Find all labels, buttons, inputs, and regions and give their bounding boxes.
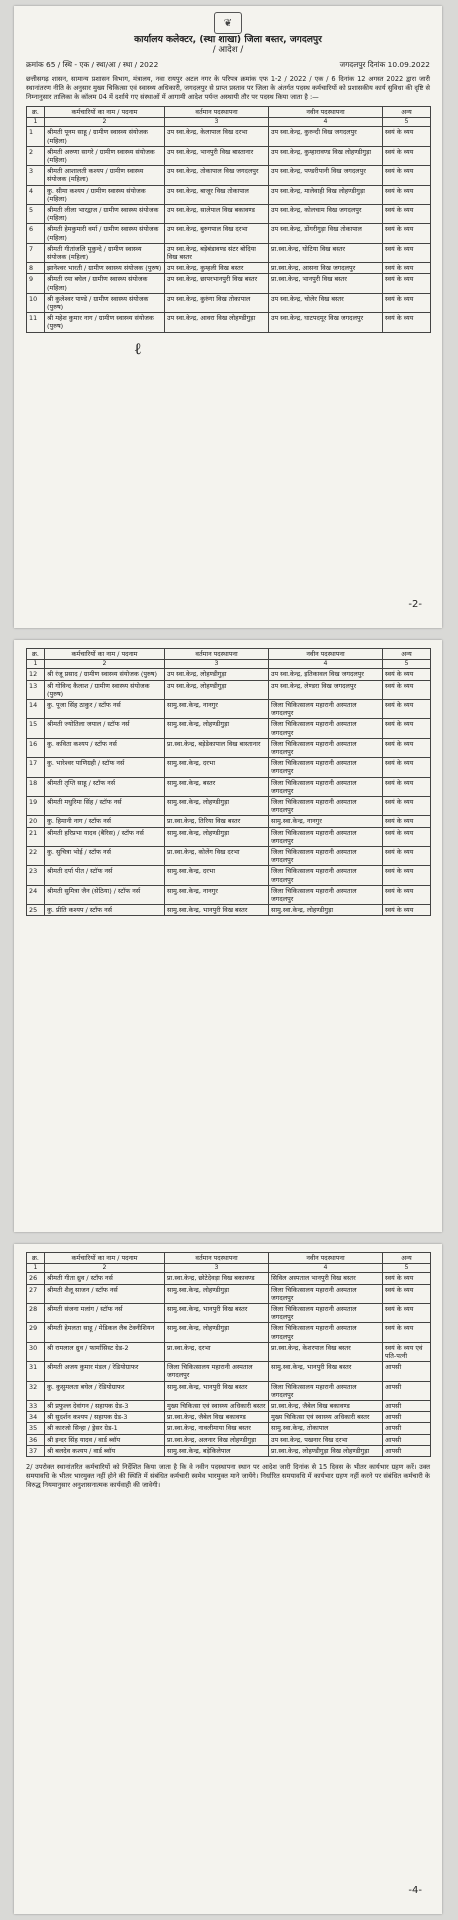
employee-name-cell: झानेश्वर भारती / ग्रामीण स्वास्थ्य संयोजक (पुरुष) [45, 263, 165, 274]
employee-name-cell: कु. हिमानी नाग / स्टॉफ नर्स [45, 816, 165, 827]
employee-name-cell: श्रीमती तृप्ति साहू / स्टॉफ नर्स [45, 777, 165, 796]
employee-name-cell: श्रीमती रमा बघेल / ग्रामीण स्वास्थ्य संयोजक (महिला) [45, 274, 165, 293]
serial-cell: 20 [27, 816, 45, 827]
current-posting-cell: प्रा.स्वा.केन्द्र, दरभा [165, 1342, 269, 1361]
current-posting-cell: उप स्वा.केन्द्र, कुम्हली विख बस्तर [165, 263, 269, 274]
new-posting-cell: प्रा.स्वा.केन्द्र, आसना विख जगदलपुर [269, 263, 383, 274]
serial-cell: 27 [27, 1284, 45, 1303]
new-posting-cell: उप स्वा.केन्द्र, पण्डरीपानी विख जगदलपुर [269, 166, 383, 185]
current-posting-cell: प्रा.स्वा.केन्द्र, तिरिया विख बस्तर [165, 816, 269, 827]
new-posting-cell: उप स्वा.केन्द्र, घाटपदमूर विख जगदलपुर [269, 313, 383, 332]
table-row [27, 758, 431, 777]
new-posting-cell: जिला चिकित्सालय महारानी अस्पताल जगदलपुर [269, 827, 383, 846]
header-current-posting: वर्तमान पदस्थापना [165, 107, 269, 118]
employee-name-cell: श्रीमती आशालती कश्यप / ग्रामीण स्वास्थ्य संयोजक (महिला) [45, 166, 165, 185]
table-row [27, 293, 431, 312]
column-number: 1 [27, 660, 45, 669]
employee-name-cell: श्री इन्दर सिंह यादव / वार्ड ब्वॉय [45, 1434, 165, 1445]
serial-cell: 2 [27, 146, 45, 165]
column-number: 1 [27, 118, 45, 127]
new-posting-cell: सामु.स्वा.केन्द्र, भानपुरी विख बस्तर [269, 1362, 383, 1381]
new-posting-cell: जिला चिकित्सालय महारानी अस्पताल जगदलपुर [269, 719, 383, 738]
serial-cell: 32 [27, 1381, 45, 1400]
employee-name-cell: श्री सुदर्शन कश्यप / सहायक ग्रेड-3 [45, 1412, 165, 1423]
new-posting-cell: उप स्वा.केन्द्र, कोलचाम विख जगदलपुर [269, 205, 383, 224]
serial-cell: 30 [27, 1342, 45, 1361]
new-posting-cell: जिला चिकित्सालय महारानी अस्पताल जगदलपुर [269, 797, 383, 816]
employee-name-cell: श्रीमती गीतांजलि मुकुन्दे / ग्रामीण स्वास्थ्य संयोजक (महिला) [45, 243, 165, 262]
current-posting-cell: प्रा.स्वा.केन्द्र, जैबेल विख बकावण्ड [165, 1412, 269, 1423]
table-header-row [27, 649, 431, 660]
current-posting-cell: सामु.स्वा.केन्द्र, भानपुरी विख बस्तर [165, 1304, 269, 1323]
table-row [27, 777, 431, 796]
remarks-cell: स्वयं के व्यय [383, 777, 431, 796]
employee-name-cell: श्रीमती शैलू साजन / स्टॉफ नर्स [45, 1284, 165, 1303]
current-posting-cell: उप स्वा.केन्द्र, भानपुरी विख बास्तानार [165, 146, 269, 165]
current-posting-cell: उप स्वा.केन्द्र, बड़ेबंडावण्ड संटर बोदिया विख बस्तर [165, 243, 269, 262]
header-name: कर्मचारियों का नाम / पदनाम [45, 649, 165, 660]
remarks-cell: आपसी [383, 1423, 431, 1434]
table-header-row [27, 107, 431, 118]
column-number: 3 [165, 118, 269, 127]
remarks-cell: स्वयं के व्यय [383, 680, 431, 699]
remarks-cell: स्वयं के व्यय [383, 1304, 431, 1323]
table-row [27, 866, 431, 885]
new-posting-cell: उप स्वा.केन्द्र, पखनार विख दरभा [269, 1434, 383, 1445]
remarks-cell: स्वयं के व्यय [383, 866, 431, 885]
new-posting-cell: जिला चिकित्सालय महारानी अस्पताल जगदलपुर [269, 758, 383, 777]
header-serial: क्र. [27, 1253, 45, 1264]
serial-cell: 10 [27, 293, 45, 312]
remarks-cell: स्वयं के व्यय [383, 669, 431, 680]
serial-cell: 36 [27, 1434, 45, 1445]
remarks-cell: स्वयं के व्यय [383, 1323, 431, 1342]
remarks-cell: स्वयं के व्यय [383, 797, 431, 816]
table-row [27, 1412, 431, 1423]
employee-name-cell: कु. कविता कश्यप / स्टॉफ नर्स [45, 738, 165, 757]
remarks-cell: स्वयं के व्यय [383, 885, 431, 904]
new-posting-cell: उप स्वा.केन्द्र, कुम्हारावण्ड विख लोहण्डीगुड़ा [269, 146, 383, 165]
header-serial: क्र. [27, 649, 45, 660]
serial-cell: 35 [27, 1423, 45, 1434]
serial-cell: 22 [27, 847, 45, 866]
new-posting-cell: प्रा.स्वा.केन्द्र, केशरपाल विख बस्तर [269, 1342, 383, 1361]
remarks-cell: स्वयं के व्यय [383, 293, 431, 312]
employee-name-cell: श्री प्रफुल्ल देवांगन / सहायक ग्रेड-3 [45, 1401, 165, 1412]
table-row [27, 1284, 431, 1303]
new-posting-cell: मुख्य चिकित्सा एवं स्वास्थ्य अधिकारी बस्तर [269, 1412, 383, 1423]
table-row [27, 797, 431, 816]
employee-name-cell: श्रीमती अजय कुमार मंडल / रेडियोग्राफर [45, 1362, 165, 1381]
remarks-cell: स्वयं के व्यय [383, 166, 431, 185]
remarks-cell: स्वयं के व्यय [383, 738, 431, 757]
serial-cell: 17 [27, 758, 45, 777]
new-posting-cell: उप स्वा.केन्द्र, डोंगरीगुड़ा विख तोकापाल [269, 224, 383, 243]
serial-cell: 16 [27, 738, 45, 757]
serial-cell: 1 [27, 127, 45, 146]
header-other: अन्य [383, 649, 431, 660]
remarks-cell: स्वयं के व्यय [383, 827, 431, 846]
current-posting-cell: सामु.स्वा.केन्द्र, नानगुर [165, 700, 269, 719]
table-row [27, 719, 431, 738]
new-posting-cell: सामु.स्वा.केन्द्र, नानगुर [269, 816, 383, 827]
employee-name-cell: कु. सुचित्रा भोई / स्टॉफ नर्स [45, 847, 165, 866]
remarks-cell: स्वयं के व्यय [383, 127, 431, 146]
serial-cell: 24 [27, 885, 45, 904]
employee-name-cell: श्रीमती हेमकुमारी वर्मा / ग्रामीण स्वास्थ्य संयोजक (महिला) [45, 224, 165, 243]
serial-cell: 4 [27, 185, 45, 204]
office-heading: कार्यालय कलेक्टर, (स्था शाखा) जिला बस्तर, जगदलपुर [134, 34, 322, 45]
header-other: अन्य [383, 1253, 431, 1264]
remarks-cell: स्वयं के व्यय [383, 758, 431, 777]
new-posting-cell: जिला चिकित्सालय महारानी अस्पताल जगदलपुर [269, 1304, 383, 1323]
employee-name-cell: कु. कुसुमलता बघेल / रेडियोग्राफर [45, 1381, 165, 1400]
current-posting-cell: सामु.स्वा.केन्द्र, लोहण्डीगुड़ा [165, 797, 269, 816]
current-posting-cell: उप स्वा.केन्द्र, केलापाल विख दरभा [165, 127, 269, 146]
table-body [27, 127, 431, 332]
remarks-cell: स्वयं के व्यय [383, 1284, 431, 1303]
column-number: 5 [383, 1264, 431, 1273]
table-row [27, 1362, 431, 1381]
reference-number: क्रमांक 65 / स्थि - एक / स्था/आ / स्था / 2022 [26, 60, 159, 69]
serial-cell: 18 [27, 777, 45, 796]
new-posting-cell: जिला चिकित्सालय महारानी अस्पताल जगदलपुर [269, 700, 383, 719]
table-row [27, 263, 431, 274]
new-posting-cell: जिला चिकित्सालय महारानी अस्पताल जगदलपुर [269, 1323, 383, 1342]
table-row [27, 1304, 431, 1323]
current-posting-cell: उप स्वा.केन्द्र, सालेपाल विख बकावण्ड [165, 205, 269, 224]
remarks-cell: स्वयं के व्यय [383, 313, 431, 332]
employee-name-cell: श्रीमती लीला भारद्वाज / ग्रामीण स्वास्थ्य संयोजक (महिला) [45, 205, 165, 224]
remarks-cell: स्वयं के व्यय [383, 205, 431, 224]
new-posting-cell: उप स्वा.केन्द्र, कुरुन्दी विख जगदलपुर [269, 127, 383, 146]
employee-name-cell: श्री महेश कुमार नाग / ग्रामीण स्वास्थ्य संयोजक (पुरुष) [45, 313, 165, 332]
new-posting-cell: प्रा.स्वा.केन्द्र, लोहण्डीगुड़ा विख लोहण्डीगुड़ा [269, 1445, 383, 1456]
remarks-cell: स्वयं के व्यय [383, 243, 431, 262]
new-posting-cell: जिला चिकित्सालय महारानी अस्पताल जगदलपुर [269, 777, 383, 796]
serial-cell: 9 [27, 274, 45, 293]
current-posting-cell: प्रा.स्वा.केन्द्र, कोलेंग विख दरभा [165, 847, 269, 866]
employee-name-cell: श्रीमती अरुणा सागरे / ग्रामीण स्वास्थ्य संयोजक (महिला) [45, 146, 165, 165]
new-posting-cell: जिला चिकित्सालय महारानी अस्पताल जगदलपुर [269, 847, 383, 866]
serial-cell: 31 [27, 1362, 45, 1381]
table-row [27, 1342, 431, 1361]
new-posting-cell: सामु.स्वा.केन्द्र, लोहण्डीगुड़ा [269, 905, 383, 916]
new-posting-cell: प्रा.स्वा.केन्द्र, घोटिया विख बस्तर [269, 243, 383, 262]
new-posting-cell: उप स्वा.केन्द्र, मालेवाही विख लोहण्डीगुड़ा [269, 185, 383, 204]
remarks-cell: आपसी [383, 1381, 431, 1400]
table-body [27, 1273, 431, 1457]
new-posting-cell: सिविल अस्पताल भानपुरी विख बस्तर [269, 1273, 383, 1284]
table-row [27, 166, 431, 185]
employee-name-cell: श्रीमती ज्योतिला जयाल / स्टॉफ नर्स [45, 719, 165, 738]
signature: ℓ [134, 338, 142, 358]
table-row [27, 669, 431, 680]
current-posting-cell: सामु.स्वा.केन्द्र, भानपुरी विख बस्तर [165, 905, 269, 916]
employee-name-cell: श्रीमती सुमित्रा जैन (सेठिया) / स्टॉफ नर्स [45, 885, 165, 904]
table-row [27, 1273, 431, 1284]
table-row [27, 146, 431, 165]
column-number: 2 [45, 1264, 165, 1273]
current-posting-cell: सामु.स्वा.केन्द्र, लोहण्डीगुड़ा [165, 827, 269, 846]
header-name: कर्मचारियों का नाम / पदनाम [45, 1253, 165, 1264]
current-posting-cell: प्रा.स्वा.केन्द्र, नावलीमाया विख बस्तर [165, 1423, 269, 1434]
header-new-posting: नवीन पदस्थापना [269, 107, 383, 118]
current-posting-cell: मुख्य चिकित्सा एवं स्वास्थ्य अधिकारी बस्तर [165, 1401, 269, 1412]
page-number: -2- [408, 599, 422, 610]
current-posting-cell: सामु.स्वा.केन्द्र, नानगुर [165, 885, 269, 904]
table-row [27, 224, 431, 243]
column-number: 4 [269, 1264, 383, 1273]
new-posting-cell: जिला चिकित्सालय महारानी अस्पताल जगदलपुर [269, 1381, 383, 1400]
new-posting-cell: सामु.स्वा.केन्द्र, तोकापाल [269, 1423, 383, 1434]
serial-cell: 26 [27, 1273, 45, 1284]
employee-name-cell: श्री रामलाल ध्रुव / फार्मासिस्ट ग्रेड-2 [45, 1342, 165, 1361]
remarks-cell: स्वयं के व्यय एवं पति-पत्नी [383, 1342, 431, 1361]
remarks-cell: स्वयं के व्यय [383, 700, 431, 719]
table-row [27, 680, 431, 699]
remarks-cell: स्वयं के व्यय [383, 274, 431, 293]
employee-name-cell: कु. भारेश्वर पाणिग्रही / स्टॉफ नर्स [45, 758, 165, 777]
current-posting-cell: उप स्वा.केन्द्र, छापरभानपुरी विख बस्तर [165, 274, 269, 293]
table-row [27, 827, 431, 846]
remarks-cell: स्वयं के व्यय [383, 719, 431, 738]
employee-name-cell: श्रीमती पूनम साहू / ग्रामीण स्वास्थ्य संयोजक (महिला) [45, 127, 165, 146]
current-posting-cell: सामु.स्वा.केन्द्र, दरभा [165, 866, 269, 885]
table-row [27, 1401, 431, 1412]
column-number-row [27, 660, 431, 669]
serial-cell: 28 [27, 1304, 45, 1323]
employee-name-cell: कु. प्रीति कश्यप / स्टॉफ नर्स [45, 905, 165, 916]
remarks-cell: स्वयं के व्यय [383, 816, 431, 827]
serial-cell: 33 [27, 1401, 45, 1412]
column-number: 2 [45, 660, 165, 669]
column-number: 4 [269, 660, 383, 669]
remarks-cell: स्वयं के व्यय [383, 905, 431, 916]
remarks-cell: आपसी [383, 1445, 431, 1456]
new-posting-cell: उप स्वा.केन्द्र, चोलेर विख बस्तर [269, 293, 383, 312]
table-row [27, 274, 431, 293]
current-posting-cell: प्रा.स्वा.केन्द्र, छोटेदेवड़ा विख बकावण्ड [165, 1273, 269, 1284]
table-row [27, 700, 431, 719]
employee-name-cell: श्री रंजू प्रसाद / ग्रामीण स्वास्थ्य संयोजक (पुरुष) [45, 669, 165, 680]
column-number: 3 [165, 660, 269, 669]
new-posting-cell: उप स्वा.केन्द्र, इतिकावल विख जगदलपुर [269, 669, 383, 680]
serial-cell: 34 [27, 1412, 45, 1423]
document-page-3 [14, 1244, 442, 1914]
employee-name-cell: श्रीमती गीता ध्रुव / स्टॉफ नर्स [45, 1273, 165, 1284]
transfer-table-page-3 [26, 1252, 431, 1457]
employee-name-cell: श्रीमती दर्पा पीत / स्टॉफ नर्स [45, 866, 165, 885]
serial-cell: 8 [27, 263, 45, 274]
serial-cell: 23 [27, 866, 45, 885]
table-body [27, 669, 431, 916]
employee-name-cell: श्रीमती मधुरिमा सिंह / स्टॉफ नर्स [45, 797, 165, 816]
current-posting-cell: उप स्वा.केन्द्र, बाजूर विख तोकापाल [165, 185, 269, 204]
new-posting-cell: जिला चिकित्सालय महारानी अस्पताल जगदलपुर [269, 1284, 383, 1303]
remarks-cell: स्वयं के व्यय [383, 263, 431, 274]
column-number-row [27, 118, 431, 127]
serial-cell: 7 [27, 243, 45, 262]
table-row [27, 243, 431, 262]
page-number: -4- [408, 1885, 422, 1896]
current-posting-cell: प्रा.स्वा.केन्द्र, अलनार विख लोहण्डीगुड़ा [165, 1434, 269, 1445]
table-row [27, 738, 431, 757]
employee-name-cell: कु. सीमा कश्यप / ग्रामीण स्वास्थ्य संयोजक (महिला) [45, 185, 165, 204]
employee-name-cell: कु. पूजा सिंह ठाकुर / स्टॉफ नर्स [45, 700, 165, 719]
serial-cell: 5 [27, 205, 45, 224]
column-number: 5 [383, 660, 431, 669]
serial-cell: 37 [27, 1445, 45, 1456]
current-posting-cell: उप स्वा.केन्द्र, लोहण्डीगुड़ा [165, 669, 269, 680]
remarks-cell: स्वयं के व्यय [383, 847, 431, 866]
current-posting-cell: उप स्वा.केन्द्र, आवरा विख लोहण्डीगुड़ा [165, 313, 269, 332]
current-posting-cell: उप स्वा.केन्द्र, बुरुगपाल विख दरभा [165, 224, 269, 243]
current-posting-cell: उप स्वा.केन्द्र, तोकापाल विख जगदलपुर [165, 166, 269, 185]
table-row [27, 905, 431, 916]
current-posting-cell: सामु.स्वा.केन्द्र, लोहण्डीगुड़ा [165, 1323, 269, 1342]
table-row [27, 127, 431, 146]
table-row [27, 1381, 431, 1400]
new-posting-cell: प्रा.स्वा.केन्द्र, भानपुरी विख बस्तर [269, 274, 383, 293]
current-posting-cell: सामु.स्वा.केन्द्र, लोहण्डीगुड़ा [165, 1284, 269, 1303]
reference-row [26, 60, 430, 70]
document-page-2 [14, 640, 442, 1232]
serial-cell: 12 [27, 669, 45, 680]
serial-cell: 21 [27, 827, 45, 846]
column-number: 3 [165, 1264, 269, 1273]
employee-name-cell: श्री कारजो सिन्हा / ड्रेसर ग्रेड-1 [45, 1423, 165, 1434]
employee-name-cell: श्रीमती हेमलता साहू / मेडिकल लैब टेक्नीशियन [45, 1323, 165, 1342]
column-number: 1 [27, 1264, 45, 1273]
current-posting-cell: उप स्वा.केन्द्र, लोहण्डीगुड़ा [165, 680, 269, 699]
government-emblem-icon: ❦ [214, 12, 242, 34]
current-posting-cell: सामु.स्वा.केन्द्र, बड़ेकिलेपाल [165, 1445, 269, 1456]
table-row [27, 313, 431, 332]
table-row [27, 885, 431, 904]
current-posting-cell: उप स्वा.केन्द्र, कुरुंगा विख तोकापाल [165, 293, 269, 312]
table-row [27, 1434, 431, 1445]
table-row [27, 185, 431, 204]
order-title: / आदेश / [212, 45, 244, 55]
remarks-cell: आपसी [383, 1434, 431, 1445]
employee-name-cell: श्री बलदेव कश्यप / वार्ड ब्वॉय [45, 1445, 165, 1456]
table-row [27, 1323, 431, 1342]
document-page-1 [14, 6, 442, 628]
serial-cell: 29 [27, 1323, 45, 1342]
serial-cell: 3 [27, 166, 45, 185]
current-posting-cell: सामु.स्वा.केन्द्र, बस्तर [165, 777, 269, 796]
instruction-paragraph: 2/ उपरोक्त स्थानांतरित कर्मचारियों को निर्देशित किया जाता है कि वे नवीन पदस्थापना स्थान पर आदेश जारी दिनांक से 15 दिवस के भीतर कार्यभार ग्रहण करें। उक्त समयावधि के भीतर भारमुक्त नहीं होने की स्थिति में संबंधित कर्मचारी स्वमेव भारमुक्त माने जायेंगे। निर्धारित समयावधि में कार्यभार ग्रहण नहीं करने पर संबंधित कर्मचारी के विरुद्ध नियमानुसार अनुशासनात्मक कार्यवाही की जावेगी। [26, 1463, 430, 1490]
table-row [27, 847, 431, 866]
serial-cell: 11 [27, 313, 45, 332]
column-number-row [27, 1264, 431, 1273]
remarks-cell: स्वयं के व्यय [383, 1273, 431, 1284]
employee-name-cell: श्रीमती हरिप्रभा यादव (बैरिस) / स्टॉफ नर्स [45, 827, 165, 846]
remarks-cell: आपसी [383, 1412, 431, 1423]
table-row [27, 816, 431, 827]
employee-name-cell: श्री कुलेश्वर पाण्डे / ग्रामीण स्वास्थ्य संयोजक (पुरुष) [45, 293, 165, 312]
column-number: 2 [45, 118, 165, 127]
serial-cell: 15 [27, 719, 45, 738]
serial-cell: 13 [27, 680, 45, 699]
order-paragraph: छत्तीसगढ़ शासन, सामान्य प्रशासन विभाग, मंत्रालय, नवा रायपुर अटल नगर के परिपत्र क्रमांक एफ 1-2 / 2022 / एक / 6 दिनांक 12 अगस्त 2022 द्वारा जारी स्थानांतरण नीति के अनुसार मुख्य चिकित्सा एवं स्वास्थ्य अधिकारी, जगदलपुर से प्राप्त प्रस्ताव पर जिला के अंतर्गत पदस्थ कर्मचारियों को प्रशासकीय कार्य सुविधा की दृष्टि से निम्नानुसार तालिका के कॉलम 04 में दर्शाये गए संस्थाओं में आगामी आदेश पर्यन्त अस्थायी तौर पर पदस्थ किया जाता है :— [26, 75, 430, 101]
serial-cell: 25 [27, 905, 45, 916]
header-current-posting: वर्तमान पदस्थापना [165, 1253, 269, 1264]
new-posting-cell: उप स्वा.केन्द्र, लेण्डरा विख जगदलपुर [269, 680, 383, 699]
remarks-cell: आपसी [383, 1401, 431, 1412]
new-posting-cell: जिला चिकित्सालय महारानी अस्पताल जगदलपुर [269, 738, 383, 757]
header-serial: क्र. [27, 107, 45, 118]
employee-name-cell: श्रीमती संजना मलांग / स्टॉफ नर्स [45, 1304, 165, 1323]
current-posting-cell: सामु.स्वा.केन्द्र, दरभा [165, 758, 269, 777]
table-row [27, 205, 431, 224]
new-posting-cell: जिला चिकित्सालय महारानी अस्पताल जगदलपुर [269, 866, 383, 885]
serial-cell: 19 [27, 797, 45, 816]
transfer-table-page-2 [26, 648, 431, 916]
header-new-posting: नवीन पदस्थापना [269, 1253, 383, 1264]
header-other: अन्य [383, 107, 431, 118]
table-row [27, 1445, 431, 1456]
new-posting-cell: प्रा.स्वा.केन्द्र, जैबेल विख बकावण्ड [269, 1401, 383, 1412]
table-header-row [27, 1253, 431, 1264]
remarks-cell: स्वयं के व्यय [383, 224, 431, 243]
remarks-cell: आपसी [383, 1362, 431, 1381]
table-row [27, 1423, 431, 1434]
new-posting-cell: जिला चिकित्सालय महारानी अस्पताल जगदलपुर [269, 885, 383, 904]
remarks-cell: स्वयं के व्यय [383, 185, 431, 204]
remarks-cell: स्वयं के व्यय [383, 146, 431, 165]
serial-cell: 14 [27, 700, 45, 719]
column-number: 4 [269, 118, 383, 127]
transfer-table-page-1 [26, 106, 431, 333]
serial-cell: 6 [27, 224, 45, 243]
current-posting-cell: सामु.स्वा.केन्द्र, भानपुरी विख बस्तर [165, 1381, 269, 1400]
header-current-posting: वर्तमान पदस्थापना [165, 649, 269, 660]
current-posting-cell: जिला चिकित्सालय महारानी अस्पताल जगदलपुर [165, 1362, 269, 1381]
current-posting-cell: सामु.स्वा.केन्द्र, लोहण्डीगुड़ा [165, 719, 269, 738]
header-name: कर्मचारियों का नाम / पदनाम [45, 107, 165, 118]
employee-name-cell: श्री गोविन्द कैलाश / ग्रामीण स्वास्थ्य संयोजक (पुरुष) [45, 680, 165, 699]
column-number: 5 [383, 118, 431, 127]
header-new-posting: नवीन पदस्थापना [269, 649, 383, 660]
reference-date: जगदलपुर दिनांक 10.09.2022 [339, 60, 430, 69]
current-posting-cell: प्रा.स्वा.केन्द्र, बड़ेडेकापाल विख बास्तानार [165, 738, 269, 757]
